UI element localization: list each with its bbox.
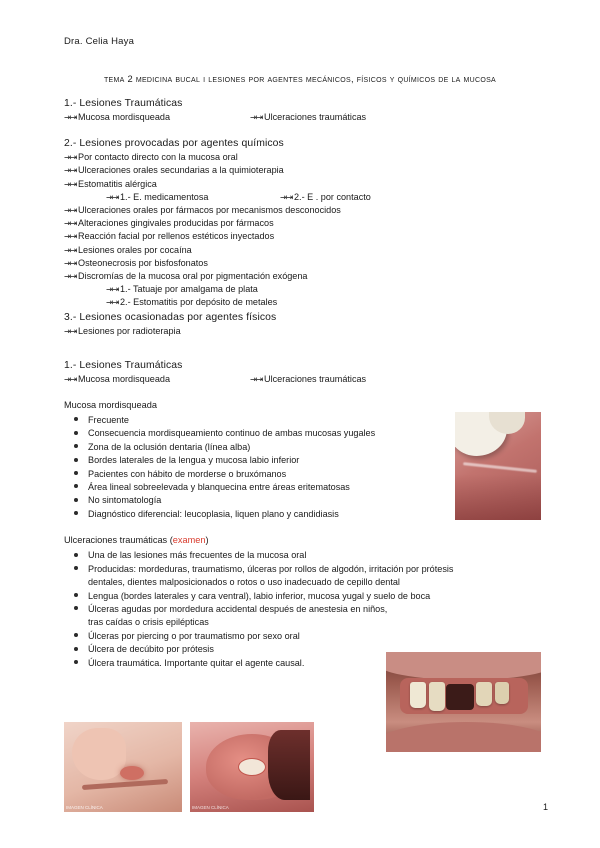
linea-alba-shape [463, 462, 537, 473]
list-item [64, 217, 542, 230]
list-item-label: Lesiones por radioterapia [78, 325, 181, 336]
list-item-label: Úlceras por piercing o por traumatismo por sexo oral [88, 630, 300, 641]
mucosa-mordisqueada-bullets [64, 414, 454, 521]
list-item-label: Alteraciones gingivales producidas por fármacos [78, 218, 274, 229]
list-item-label: Bordes laterales de la lengua y mucosa labio inferior [88, 455, 300, 466]
list-item [64, 151, 542, 164]
list-item [64, 630, 388, 643]
index-section-1-items [64, 111, 542, 124]
oral-cavity-shape [268, 730, 310, 800]
list-item [64, 164, 542, 177]
list-item [64, 454, 454, 467]
double-arrow-icon: ⇥⇥ [64, 244, 77, 255]
document-body [64, 92, 542, 670]
tooth-shape [410, 682, 426, 708]
bullet-icon [74, 444, 78, 448]
upper-lip-shape [386, 652, 541, 680]
lesion-facial-photo [64, 722, 182, 812]
lower-lip-shape [386, 722, 541, 752]
list-item [64, 427, 454, 440]
tooth-shape [495, 682, 509, 704]
list-item-label: Zona de la oclusión dentaria (línea alba) [88, 441, 251, 452]
list-item-label: 2.- Estomatitis por depósito de metales [120, 297, 278, 308]
index-section-2-title: 2.- Lesiones provocadas por agentes químicos [64, 138, 284, 150]
lesion-shape [120, 766, 144, 780]
list-item [64, 283, 542, 296]
list-item [64, 494, 454, 507]
ulcer-shape [238, 758, 266, 776]
list-item [64, 481, 454, 494]
list-item-label: Pacientes con hábito de morderse o bruxómanos [88, 468, 287, 479]
list-item-label: Ulceraciones traumáticas [264, 373, 367, 384]
content-section-items [64, 373, 542, 386]
page-title: tema 2 medicina bucal i lesiones por agentes mecánicos, físicos y químicos de la mucosa [103, 74, 497, 84]
double-arrow-icon: ⇥⇥ [64, 165, 77, 176]
photo-caption: IMAGEN CLÍNICA [192, 805, 229, 810]
double-arrow-icon: ⇥⇥ [64, 231, 77, 242]
subsection-ulceraciones-label-main: Ulceraciones traumáticas ( [64, 535, 173, 546]
list-item [64, 325, 542, 338]
double-arrow-icon: ⇥⇥ [280, 191, 293, 202]
bullet-icon [74, 593, 78, 597]
list-item-label: Área lineal sobreelevada y blanquecina entre áreas eritematosas [88, 482, 350, 493]
bullet-icon [74, 431, 78, 435]
list-item-label: Lengua (bordes laterales y cara ventral), labio inferior, mucosa yugal y suelo de boca [88, 590, 431, 601]
double-arrow-icon: ⇥⇥ [64, 373, 77, 384]
content-section-title: 1.- Lesiones Traumáticas [64, 359, 183, 371]
index-section-3-title: 3.- Lesiones ocasionadas por agentes físicos [64, 311, 277, 323]
bullet-icon [74, 484, 78, 488]
list-item [64, 643, 388, 656]
double-arrow-icon: ⇥⇥ [64, 205, 77, 216]
bullet-icon [74, 566, 78, 570]
list-item-label: Discromías de la mucosa oral por pigmentación exógena [78, 271, 308, 282]
list-item [250, 373, 366, 386]
nose-shape [72, 728, 126, 780]
list-item-label: No sintomatología [88, 495, 162, 506]
list-item [64, 296, 542, 309]
double-arrow-icon: ⇥⇥ [64, 257, 77, 268]
list-item [64, 270, 542, 283]
double-arrow-icon: ⇥⇥ [64, 152, 77, 163]
list-item-label: Lesiones orales por cocaína [78, 244, 192, 255]
list-item [64, 563, 454, 590]
list-item-label: Úlcera traumática. Importante quitar el agente causal. [88, 657, 305, 668]
double-arrow-icon: ⇥⇥ [106, 297, 119, 308]
list-item-label: Úlceras agudas por mordedura accidental después de anestesia en niños, tras caídas o crisis epilépticas [88, 603, 388, 628]
list-item [64, 373, 250, 386]
tooth-shape [429, 682, 445, 711]
bullet-icon [74, 633, 78, 637]
list-item [64, 244, 542, 257]
double-arrow-icon: ⇥⇥ [250, 373, 263, 384]
ulcera-lengua-photo [190, 722, 314, 812]
double-arrow-icon: ⇥⇥ [106, 191, 119, 202]
bullet-icon [74, 553, 78, 557]
double-arrow-icon: ⇥⇥ [64, 178, 77, 189]
list-item [64, 191, 280, 204]
list-item [64, 441, 454, 454]
list-item [64, 414, 454, 427]
list-item-label: Ulceraciones orales secundarias a la quimioterapia [78, 165, 284, 176]
lip-line-shape [82, 779, 168, 790]
list-item [64, 549, 454, 562]
photo-shading [455, 474, 541, 520]
double-arrow-icon: ⇥⇥ [64, 112, 77, 122]
list-item [64, 468, 454, 481]
list-item [64, 111, 250, 124]
page-number: 1 [542, 802, 548, 812]
list-item [64, 590, 454, 603]
list-item-label: Ulceraciones traumáticas [264, 112, 367, 122]
bullet-icon [74, 606, 78, 610]
list-item [64, 603, 388, 630]
bullet-icon [74, 458, 78, 462]
double-arrow-icon: ⇥⇥ [106, 284, 119, 295]
list-item-label: Una de las lesiones más frecuentes de la mucosa oral [88, 550, 307, 561]
double-arrow-icon: ⇥⇥ [64, 271, 77, 282]
subsection-mucosa-mordisqueada-label: Mucosa mordisqueada [64, 400, 157, 411]
list-item-label: Mucosa mordisqueada [78, 112, 170, 122]
list-item-label: Consecuencia mordisqueamiento continuo de ambas mucosas yugales [88, 428, 376, 439]
list-item-label: 1.- Tatuaje por amalgama de plata [120, 284, 258, 295]
list-item-label: Estomatitis alérgica [78, 178, 157, 189]
list-item [64, 508, 454, 521]
bullet-icon [74, 647, 78, 651]
double-arrow-icon: ⇥⇥ [64, 218, 77, 229]
list-item [250, 111, 366, 124]
list-item [64, 230, 542, 243]
list-item-label: 1.- E. medicamentosa [120, 191, 209, 202]
list-item-label: Ulceraciones orales por fármacos por mecanismos desconocidos [78, 205, 341, 216]
bullet-icon [74, 498, 78, 502]
list-item-label: Reacción facial por rellenos estéticos inyectados [78, 231, 275, 242]
list-item-label: 2.- E . por contacto [294, 191, 371, 202]
double-arrow-icon: ⇥⇥ [64, 325, 77, 336]
double-arrow-icon: ⇥⇥ [250, 112, 263, 122]
mucosa-mordisqueada-photo [455, 412, 541, 520]
bullet-icon [74, 660, 78, 664]
ulcera-labio-inferior-photo [386, 652, 541, 752]
list-item [64, 178, 542, 191]
subsection-ulceraciones-label [64, 535, 542, 545]
subsection-ulceraciones-label-highlight: examen [172, 535, 206, 546]
list-item-label: Producidas: mordeduras, traumatismo, úlceras por rollos de algodón, irritación por prótesis dentales, dientes malposicionados o rotos o uso inadecuado de cepillo dental [88, 563, 454, 588]
list-item-label: Frecuente [88, 415, 129, 426]
tooth-shape [476, 682, 492, 706]
bullet-icon [74, 511, 78, 515]
list-item-label: Mucosa mordisqueada [78, 373, 170, 384]
list-item-label: Diagnóstico diferencial: leucoplasia, liquen plano y candidiasis [88, 508, 339, 519]
oral-cavity-shape [446, 684, 474, 710]
bullet-icon [74, 471, 78, 475]
index-section-1-title: 1.- Lesiones Traumáticas [64, 98, 183, 109]
list-item [64, 657, 398, 670]
list-item-label: Por contacto directo con la mucosa oral [78, 152, 238, 163]
list-item-label: Úlcera de decúbito por prótesis [88, 644, 214, 655]
index-section-2-sub [64, 191, 542, 204]
subsection-ulceraciones-label-end: ) [205, 535, 209, 546]
list-item [64, 257, 542, 270]
author-name: Dra. Celia Haya [64, 36, 135, 47]
bullet-icon [74, 417, 78, 421]
photo-caption: IMAGEN CLÍNICA [66, 805, 103, 810]
list-item [280, 191, 371, 204]
list-item [64, 204, 542, 217]
list-item-label: Osteonecrosis por bisfosfonatos [78, 257, 208, 268]
